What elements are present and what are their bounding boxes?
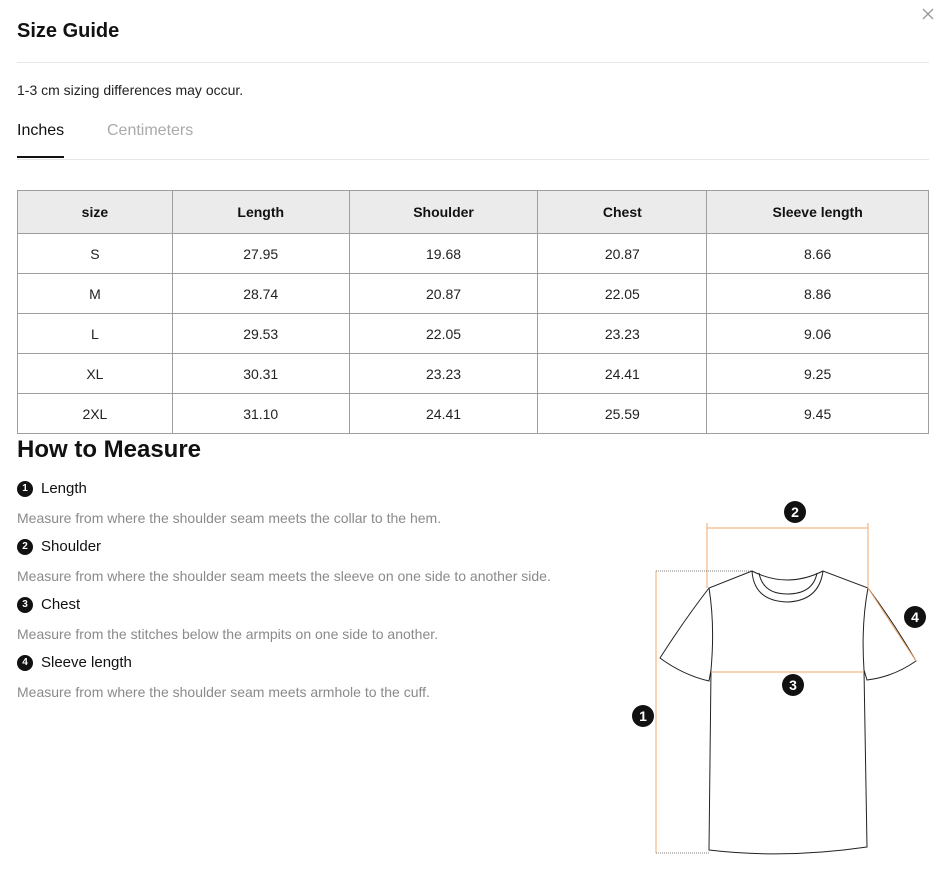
measure-label: Length bbox=[41, 480, 87, 497]
measure-item-shoulder bbox=[17, 538, 551, 584]
tab-inches[interactable]: Inches bbox=[17, 122, 64, 158]
table-cell: 22.05 bbox=[349, 314, 538, 354]
table-cell: 9.25 bbox=[707, 354, 929, 394]
number-badge-icon: 4 bbox=[17, 655, 33, 671]
measure-label: Shoulder bbox=[41, 538, 102, 555]
measure-description: Measure from where the shoulder seam meets the sleeve on one side to another side. bbox=[17, 568, 551, 584]
close-icon[interactable] bbox=[920, 6, 936, 22]
tab-centimeters[interactable]: Centimeters bbox=[107, 122, 194, 139]
column-header: Sleeve length bbox=[707, 191, 929, 234]
table-cell: 22.05 bbox=[538, 274, 707, 314]
measure-description: Measure from the stitches below the armpits on one side to another. bbox=[17, 626, 439, 642]
number-badge-icon: 2 bbox=[17, 539, 33, 555]
measure-label: Sleeve length bbox=[41, 654, 132, 671]
table-cell: 8.86 bbox=[707, 274, 929, 314]
table-cell: 9.06 bbox=[707, 314, 929, 354]
table-header-row bbox=[18, 191, 929, 234]
table-cell: 23.23 bbox=[538, 314, 707, 354]
svg-text:4: 4 bbox=[911, 609, 919, 625]
measure-description: Measure from where the shoulder seam meets the collar to the hem. bbox=[17, 510, 442, 526]
table-row bbox=[18, 314, 929, 354]
measure-item-length bbox=[17, 480, 441, 526]
header-divider bbox=[17, 62, 929, 63]
marker-3 bbox=[782, 674, 804, 696]
size-table bbox=[17, 190, 929, 434]
marker-1 bbox=[632, 705, 654, 727]
tshirt-diagram bbox=[625, 495, 935, 865]
table-cell: L bbox=[18, 314, 173, 354]
column-header: Shoulder bbox=[349, 191, 538, 234]
svg-text:2: 2 bbox=[791, 504, 799, 520]
page-title: Size Guide bbox=[17, 20, 120, 42]
table-cell: 24.41 bbox=[538, 354, 707, 394]
table-cell: 24.41 bbox=[349, 394, 538, 434]
table-cell: 27.95 bbox=[172, 234, 349, 274]
table-row bbox=[18, 234, 929, 274]
table-cell: 28.74 bbox=[172, 274, 349, 314]
svg-text:1: 1 bbox=[639, 708, 647, 724]
table-cell: 8.66 bbox=[707, 234, 929, 274]
table-cell: 30.31 bbox=[172, 354, 349, 394]
column-header: Chest bbox=[538, 191, 707, 234]
marker-2 bbox=[784, 501, 806, 523]
marker-4 bbox=[904, 606, 926, 628]
table-cell: 20.87 bbox=[538, 234, 707, 274]
table-cell: 19.68 bbox=[349, 234, 538, 274]
table-cell: 31.10 bbox=[172, 394, 349, 434]
table-cell: 23.23 bbox=[349, 354, 538, 394]
column-header: Length bbox=[172, 191, 349, 234]
sizing-note: 1-3 cm sizing differences may occur. bbox=[17, 82, 244, 98]
table-cell: 25.59 bbox=[538, 394, 707, 434]
measure-item-sleeve-length bbox=[17, 654, 430, 700]
table-cell: M bbox=[18, 274, 173, 314]
how-to-measure-title: How to Measure bbox=[17, 436, 202, 463]
table-row bbox=[18, 394, 929, 434]
number-badge-icon: 3 bbox=[17, 597, 33, 613]
measure-description: Measure from where the shoulder seam meets armhole to the cuff. bbox=[17, 684, 430, 700]
table-cell: XL bbox=[18, 354, 173, 394]
column-header: size bbox=[18, 191, 173, 234]
table-cell: 20.87 bbox=[349, 274, 538, 314]
tshirt-diagram-icon bbox=[625, 495, 935, 865]
table-cell: 9.45 bbox=[707, 394, 929, 434]
measure-label: Chest bbox=[41, 596, 81, 613]
table-cell: S bbox=[18, 234, 173, 274]
unit-tabs bbox=[17, 120, 929, 160]
number-badge-icon: 1 bbox=[17, 481, 33, 497]
table-row bbox=[18, 274, 929, 314]
table-cell: 29.53 bbox=[172, 314, 349, 354]
measure-item-chest bbox=[17, 596, 438, 642]
table-row bbox=[18, 354, 929, 394]
svg-text:3: 3 bbox=[789, 677, 797, 693]
table-cell: 2XL bbox=[18, 394, 173, 434]
